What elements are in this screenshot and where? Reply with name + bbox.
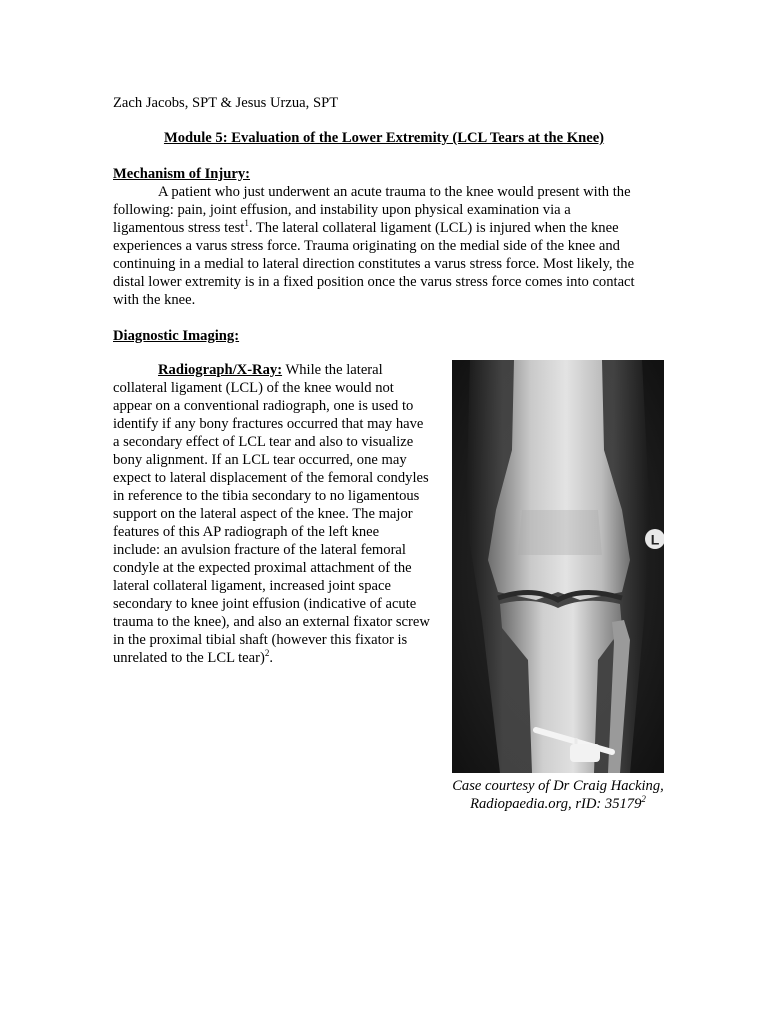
- module-title: Module 5: Evaluation of the Lower Extremity (LCL Tears at the Knee): [163, 130, 605, 146]
- mechanism-line-7: with the knee.: [113, 292, 196, 308]
- xray-line: identify if any bony fractures occurred that may have: [113, 416, 424, 432]
- mechanism-line-3: [113, 219, 653, 237]
- mechanism-line-2: following: pain, joint effusion, and instability upon physical examination via a: [113, 202, 571, 218]
- xray-last-line: [113, 649, 445, 667]
- xray-line-1: [113, 361, 445, 379]
- caption-line-2-text: Radiopaedia.org, rID: 35179: [470, 796, 642, 812]
- xray-line: features of this AP radiograph of the left knee: [113, 524, 380, 540]
- citation-2: 2: [264, 648, 270, 659]
- xray-line: expect to lateral displacement of the femoral condyles: [113, 470, 429, 486]
- mechanism-line-3-tail: . The lateral collateral ligament (LCL) is injured when the knee: [248, 220, 619, 236]
- xray-line: bony alignment. If an LCL tear occurred, one may: [113, 452, 407, 468]
- mechanism-line-3-text: ligamentous stress test: [113, 220, 245, 236]
- xray-line: trauma to the knee), and also an external fixator screw: [113, 614, 430, 630]
- xray-line: a secondary effect of LCL tear and also to visualize: [113, 434, 414, 450]
- mechanism-line-5: continuing in a medial to lateral direction constitutes a varus stress force. Most likely, the: [113, 256, 635, 272]
- xray-paragraph: [113, 361, 445, 667]
- xray-line: in reference to the tibia secondary to no ligamentous: [113, 488, 420, 504]
- xray-line: secondary to knee joint effusion (indicative of acute: [113, 596, 417, 612]
- xray-line: condyle at the expected proximal attachment of the: [113, 560, 412, 576]
- xray-line: lateral collateral ligament, increased joint space: [113, 578, 391, 594]
- caption-citation: 2: [641, 794, 646, 805]
- radiograph-illustration: [452, 360, 664, 773]
- caption-line-1: Case courtesy of Dr Craig Hacking,: [452, 778, 664, 794]
- mechanism-line-1: A patient who just underwent an acute trauma to the knee would present with the: [158, 184, 631, 200]
- xray-line: in the proximal tibial shaft (however this fixator is: [113, 632, 408, 648]
- figure-caption: [430, 777, 686, 813]
- authors-line: Zach Jacobs, SPT & Jesus Urzua, SPT: [113, 95, 339, 111]
- mechanism-paragraph: [113, 183, 653, 309]
- xray-line: support on the lateral aspect of the knee. The major: [113, 506, 413, 522]
- xray-lead: Radiograph/X-Ray:: [158, 362, 283, 378]
- xray-last-line-tail: .: [269, 650, 273, 666]
- mechanism-line-4: experiences a varus stress force. Trauma originating on the medial side of the knee and: [113, 238, 620, 254]
- xray-line: include: an avulsion fracture of the lateral femoral: [113, 542, 406, 558]
- knee-radiograph-image: [452, 360, 664, 773]
- side-marker: L: [650, 531, 660, 548]
- xray-line: collateral ligament (LCL) of the knee would not: [113, 380, 394, 396]
- mechanism-heading: Mechanism of Injury:: [113, 166, 251, 182]
- mechanism-line-6: distal lower extremity is in a fixed position once the varus stress force comes into contact: [113, 274, 635, 290]
- xray-last-line-text: unrelated to the LCL tear): [113, 650, 265, 666]
- xray-line: appear on a conventional radiograph, one is used to: [113, 398, 414, 414]
- imaging-heading: Diagnostic Imaging:: [113, 328, 240, 344]
- citation-1: 1: [244, 218, 249, 229]
- caption-line-2: [430, 795, 686, 813]
- xray-line-1-text: While the lateral: [282, 362, 383, 378]
